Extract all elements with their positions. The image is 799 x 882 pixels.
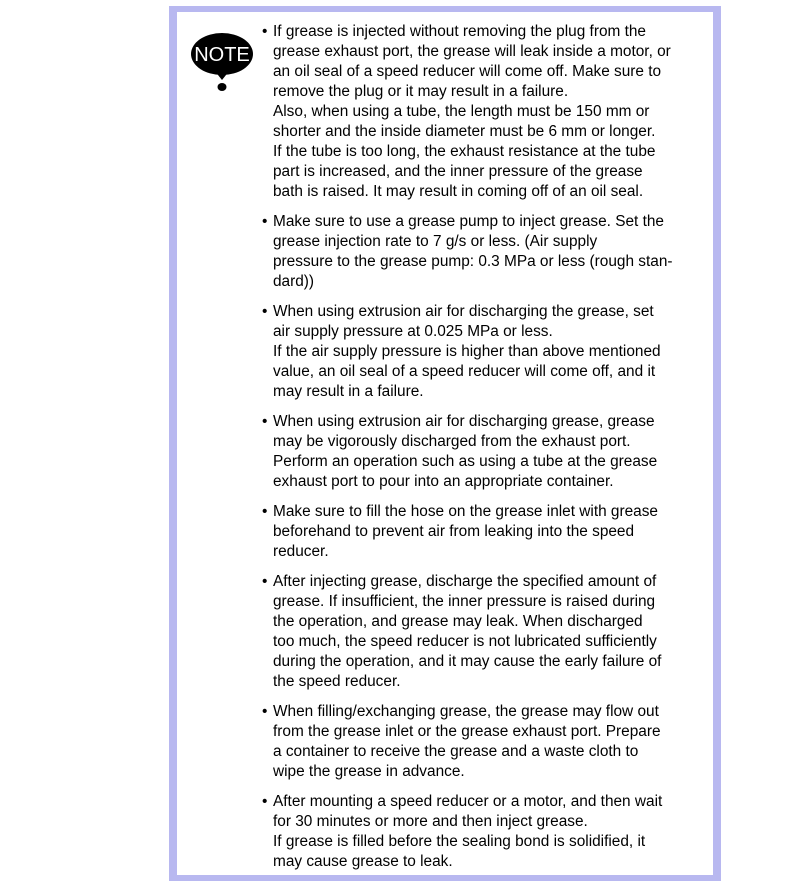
note-badge-label: NOTE bbox=[194, 44, 250, 66]
note-line: After mounting a speed reducer or a motor, and then wait bbox=[273, 793, 663, 810]
note-line: part is increased, and the inner pressure of the grease bbox=[273, 163, 643, 180]
note-line: during the operation, and it may cause the early failure of bbox=[273, 653, 662, 670]
note-line: an oil seal of a speed reducer will come off. Make sure to bbox=[273, 63, 662, 80]
note-item bbox=[262, 502, 712, 562]
note-line: beforehand to prevent air from leaking into the speed bbox=[273, 523, 635, 540]
note-line: grease. If insufficient, the inner pressure is raised during bbox=[273, 593, 656, 610]
note-item bbox=[262, 572, 712, 692]
bullet-icon: • bbox=[262, 213, 268, 230]
bullet-icon: • bbox=[262, 23, 268, 40]
note-line: shorter and the inside diameter must be 6 mm or longer. bbox=[273, 123, 656, 140]
bullet-icon: • bbox=[262, 503, 268, 520]
note-item bbox=[262, 302, 712, 402]
note-line: may be vigorously discharged from the exhaust port. bbox=[273, 433, 631, 450]
note-line: wipe the grease in advance. bbox=[273, 763, 465, 780]
note-badge-dot bbox=[218, 83, 227, 91]
note-line: for 30 minutes or more and then inject grease. bbox=[273, 813, 588, 830]
note-line: a container to receive the grease and a waste cloth to bbox=[273, 743, 639, 760]
note-line: reducer. bbox=[273, 543, 329, 560]
note-line: When filling/exchanging grease, the grease may flow out bbox=[273, 703, 659, 720]
note-line: remove the plug or it may result in a failure. bbox=[273, 83, 569, 100]
bullet-icon: • bbox=[262, 413, 268, 430]
note-line: grease injection rate to 7 g/s or less. (Air supply bbox=[273, 233, 598, 250]
note-line: may result in a failure. bbox=[273, 383, 424, 400]
note-line: the speed reducer. bbox=[273, 673, 401, 690]
note-list bbox=[262, 22, 712, 882]
note-line: too much, the speed reducer is not lubricated sufficiently bbox=[273, 633, 657, 650]
note-line: If grease is filled before the sealing bond is solidified, it bbox=[273, 833, 646, 850]
note-line: Perform an operation such as using a tube at the grease bbox=[273, 453, 658, 470]
note-line: may cause grease to leak. bbox=[273, 853, 453, 870]
bullet-icon: • bbox=[262, 793, 268, 810]
note-line: Make sure to fill the hose on the grease inlet with grease bbox=[273, 503, 658, 520]
note-line: pressure to the grease pump: 0.3 MPa or less (rough stan- bbox=[273, 253, 673, 270]
note-line: air supply pressure at 0.025 MPa or less. bbox=[273, 323, 553, 340]
note-line: If grease is injected without removing the plug from the bbox=[273, 23, 646, 40]
note-badge-icon bbox=[190, 30, 254, 92]
note-line: If the tube is too long, the exhaust resistance at the tube bbox=[273, 143, 656, 160]
note-line: If the air supply pressure is higher than above mentioned bbox=[273, 343, 661, 360]
note-box bbox=[169, 6, 721, 881]
note-line: Also, when using a tube, the length must be 150 mm or bbox=[273, 103, 650, 120]
note-line: grease exhaust port, the grease will leak inside a motor, or bbox=[273, 43, 671, 60]
note-item bbox=[262, 22, 712, 202]
note-item bbox=[262, 412, 712, 492]
note-line: dard)) bbox=[273, 273, 315, 290]
note-line: After injecting grease, discharge the specified amount of bbox=[273, 573, 657, 590]
note-item bbox=[262, 212, 712, 292]
bullet-icon: • bbox=[262, 703, 268, 720]
bullet-icon: • bbox=[262, 303, 268, 320]
bullet-icon: • bbox=[262, 573, 268, 590]
note-line: Make sure to use a grease pump to inject grease. Set the bbox=[273, 213, 664, 230]
note-item bbox=[262, 702, 712, 782]
note-line: exhaust port to pour into an appropriate container. bbox=[273, 473, 614, 490]
note-line: bath is raised. It may result in coming off of an oil seal. bbox=[273, 183, 644, 200]
note-line: When using extrusion air for discharging the grease, set bbox=[273, 303, 654, 320]
note-line: When using extrusion air for discharging grease, grease bbox=[273, 413, 655, 430]
note-line: value, an oil seal of a speed reducer will come off, and it bbox=[273, 363, 656, 380]
note-box-content bbox=[177, 12, 713, 875]
note-line: the operation, and grease may leak. When discharged bbox=[273, 613, 643, 630]
note-line: from the grease inlet or the grease exhaust port. Prepare bbox=[273, 723, 661, 740]
note-item bbox=[262, 792, 712, 872]
note-badge-graphic bbox=[190, 30, 254, 92]
note-badge-tail bbox=[214, 70, 230, 80]
